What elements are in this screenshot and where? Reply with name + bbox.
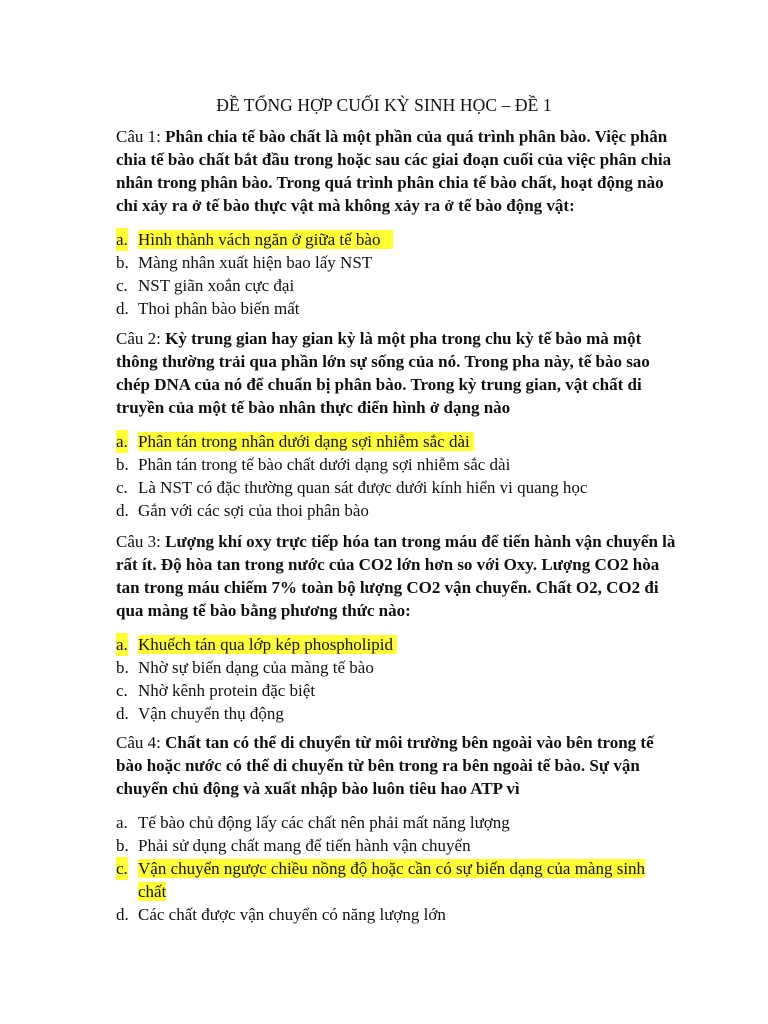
- answer-option-d: [116, 903, 676, 926]
- option-text: Là NST có đặc thường quan sát được dưới kính hiển vi quang học: [138, 478, 588, 497]
- answer-option-b: [116, 251, 676, 274]
- question-stem: [116, 731, 676, 800]
- answer-option-c: [116, 679, 676, 702]
- option-text: Hình thành vách ngăn ở giữa tế bào: [138, 230, 381, 249]
- option-letter: b.: [116, 455, 129, 474]
- answer-option-a: [116, 633, 676, 656]
- answer-option-a: [116, 811, 676, 834]
- answer-options: [116, 811, 676, 926]
- question-stem: [116, 327, 676, 419]
- answer-option-c: [116, 476, 676, 499]
- question-label: Câu 4:: [116, 733, 161, 752]
- answer-option-c: [116, 274, 676, 297]
- option-text: NST giãn xoắn cực đại: [138, 276, 295, 295]
- answer-option-d: [116, 499, 676, 522]
- question-3: [116, 530, 676, 725]
- answer-option-d: [116, 297, 676, 320]
- question-label: Câu 1:: [116, 127, 161, 146]
- answer-option-b: [116, 656, 676, 679]
- option-text: Gắn với các sợi của thoi phân bào: [138, 501, 369, 520]
- answer-option-b: [116, 453, 676, 476]
- option-letter: a.: [116, 432, 128, 451]
- option-text: Tế bào chủ động lấy các chất nên phải mất năng lượng: [138, 813, 510, 832]
- question-label: Câu 2:: [116, 329, 161, 348]
- option-text: Nhờ kênh protein đặc biệt: [138, 681, 316, 700]
- answer-option-a: [116, 430, 676, 453]
- question-stem: [116, 530, 676, 622]
- option-letter: d.: [116, 704, 129, 723]
- option-text: Các chất được vận chuyển có năng lượng lớn: [138, 905, 446, 924]
- option-text: Vận chuyển thụ động: [138, 704, 284, 723]
- answer-option-c: [116, 857, 676, 903]
- option-letter: c.: [116, 478, 128, 497]
- answer-option-b: [116, 834, 676, 857]
- option-text: Phân tán trong tế bào chất dưới dạng sợi nhiễm sắc dài: [138, 455, 511, 474]
- option-letter: c.: [116, 276, 128, 295]
- option-letter: b.: [116, 836, 129, 855]
- answer-options: [116, 633, 676, 725]
- option-letter: b.: [116, 253, 129, 272]
- option-letter: c.: [116, 859, 128, 878]
- page-title: ĐỀ TỔNG HỢP CUỐI KỲ SINH HỌC – ĐỀ 1: [216, 95, 552, 115]
- option-letter: c.: [116, 681, 128, 700]
- option-text: Khuếch tán qua lớp kép phospholipid: [138, 635, 393, 654]
- question-label: Câu 3:: [116, 532, 161, 551]
- option-text: Phân tán trong nhân dưới dạng sợi nhiễm sắc dài: [138, 432, 470, 451]
- option-letter: d.: [116, 299, 129, 318]
- question-text: Phân chia tế bào chất là một phần của quá trình phân bào. Việc phân chia tế bào chất bắt đầu trong hoặc sau các giai đoạn cuối của việc phân chia nhân trong phân bào. Trong quá trình phân chia tế bào chất, hoạt động nào chỉ xảy ra ở tế bào thực vật mà không xảy ra ở tế bào động vật:: [116, 127, 672, 215]
- option-text: Màng nhân xuất hiện bao lấy NST: [138, 253, 373, 272]
- option-letter: a.: [116, 813, 128, 832]
- question-text: Chất tan có thể di chuyển từ môi trường bên ngoài vào bên trong tế bào hoặc nước có thể di chuyển từ bên trong ra bên ngoài tế bào. Sự vận chuyển chủ động và xuất nhập bào luôn tiêu hao ATP vì: [116, 733, 654, 798]
- question-text: Kỳ trung gian hay gian kỳ là một pha trong chu kỳ tế bào mà một thông thường trải qua phần lớn sự sống của nó. Trong pha này, tế bào sao chép DNA của nó để chuẩn bị phân bào. Trong kỳ trung gian, vật chất di truyền của một tế bào nhân thực điển hình ở dạng nào: [116, 329, 650, 417]
- option-letter: b.: [116, 658, 129, 677]
- answer-options: [116, 228, 676, 320]
- question-4: [116, 731, 676, 926]
- question-text: Lượng khí oxy trực tiếp hóa tan trong máu để tiến hành vận chuyển là rất ít. Độ hòa tan trong nước của CO2 lớn hơn so với Oxy. Lượng CO2 hòa tan trong máu chiếm 7% toàn bộ lượng CO2 vận chuyển. Chất O2, CO2 đi qua màng tế bào bằng phương thức nào:: [116, 532, 676, 620]
- option-letter: d.: [116, 501, 129, 520]
- question-2: [116, 327, 676, 522]
- question-1: [116, 125, 676, 320]
- option-text: Thoi phân bào biến mất: [138, 299, 300, 318]
- option-letter: d.: [116, 905, 129, 924]
- option-letter: a.: [116, 635, 128, 654]
- question-stem: [116, 125, 676, 217]
- option-text: Vận chuyển ngược chiều nồng độ hoặc cần có sự biến dạng của màng sinh chất: [138, 859, 646, 901]
- option-text: Nhờ sự biến dạng của màng tế bào: [138, 658, 374, 677]
- answer-option-a: [116, 228, 676, 251]
- answer-option-d: [116, 702, 676, 725]
- option-letter: a.: [116, 230, 128, 249]
- option-text: Phải sử dụng chất mang để tiến hành vận chuyển: [138, 836, 471, 855]
- answer-options: [116, 430, 676, 522]
